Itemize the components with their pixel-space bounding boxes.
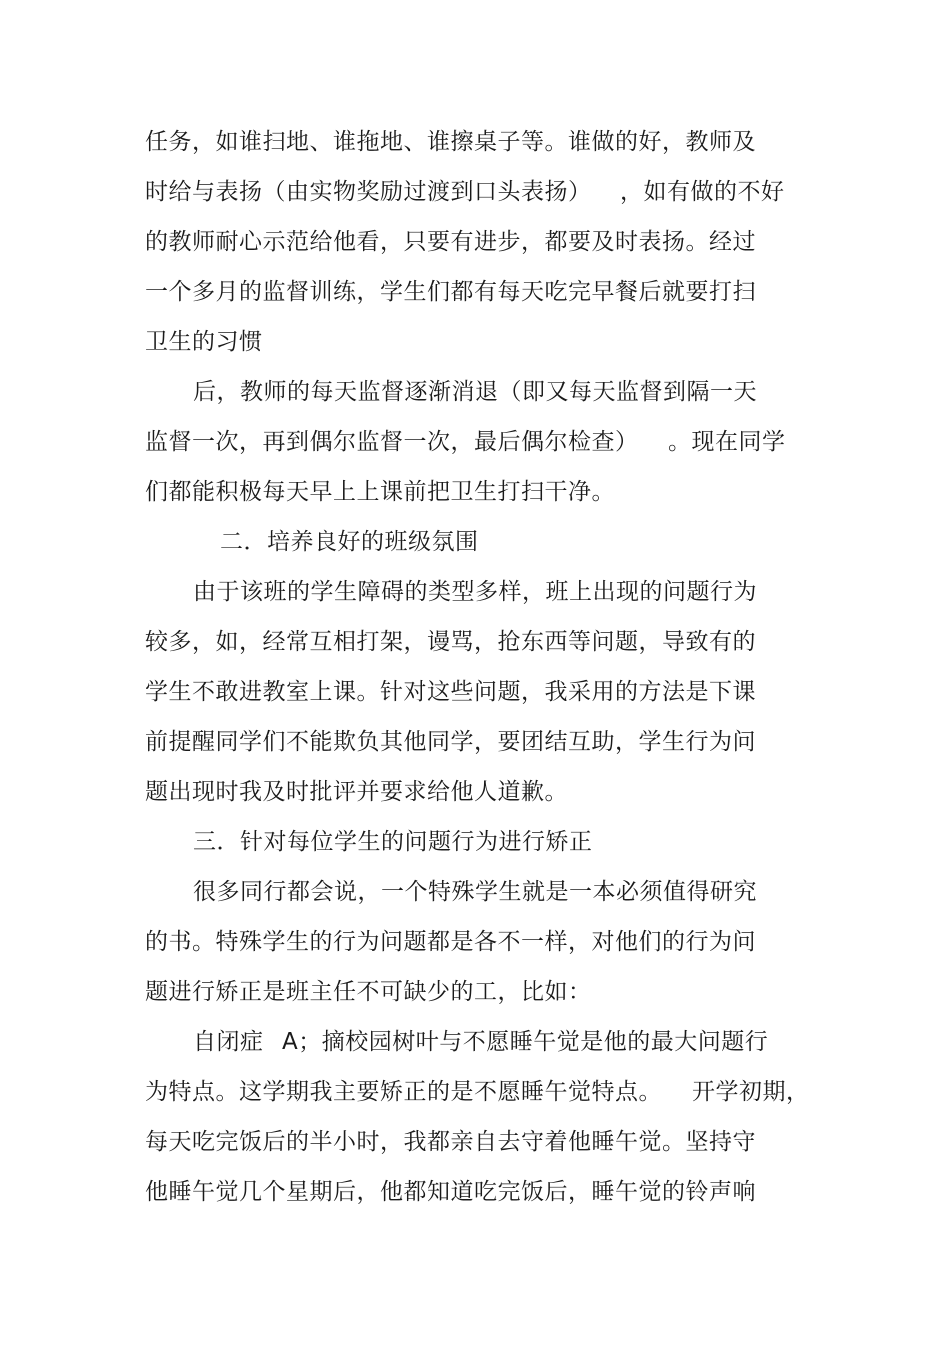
- text-line: 监督一次，再到偶尔监督一次，最后偶尔检查）: [145, 429, 639, 455]
- text-line: 很多同行都会说，一个特殊学生就是一本必须值得研究: [193, 879, 757, 905]
- text-line: 学生不敢进教室上课。针对这些问题，我采用的方法是下课: [145, 679, 756, 705]
- text-line: 的书。特殊学生的行为问题都是各不一样，对他们的行为问: [145, 929, 756, 955]
- text-line: 一个多月的监督训练，学生们都有每天吃完早餐后就要打扫: [145, 279, 756, 305]
- text-line: 开学初期，: [692, 1079, 810, 1105]
- text-line: ，如有做的不好: [620, 179, 785, 205]
- text-line: 的教师耐心示范给他看，只要有进步，都要及时表扬。经过: [145, 229, 756, 255]
- section-heading: 三．针对每位学生的问题行为进行矫正: [193, 829, 593, 855]
- text-line: 任务，如谁扫地、谁拖地、谁擦桌子等。谁做的好，教师及: [145, 129, 756, 155]
- text-line: 每天吃完饭后的半小时，我都亲自去守着他睡午觉。坚持守: [145, 1129, 756, 1155]
- text-line: 题出现时我及时批评并要求给他人道歉。: [145, 779, 568, 805]
- text-line: 题进行矫正是班主任不可缺少的工，比如：: [145, 979, 592, 1005]
- text-line: 自闭症: [193, 1029, 264, 1055]
- text-line: 后，教师的每天监督逐渐消退（即又每天监督到隔一天: [193, 379, 757, 405]
- text-line: 由于该班的学生障碍的类型多样，班上出现的问题行为: [193, 579, 757, 605]
- text-line: 较多，如，经常互相打架，谩骂，抢东西等问题，导致有的: [145, 629, 756, 655]
- text-line: 为特点。这学期我主要矫正的是不愿睡午觉特点。: [145, 1079, 662, 1105]
- section-heading: 二．培养良好的班级氛围: [220, 529, 479, 555]
- text-line: 们都能积极每天早上上课前把卫生打扫干净。: [145, 479, 615, 505]
- text-line: 时给与表扬（由实物奖励过渡到口头表扬）: [145, 179, 592, 205]
- text-line: 。现在同学: [668, 429, 786, 455]
- text-line: 前提醒同学们不能欺负其他同学，要团结互助，学生行为问: [145, 729, 756, 755]
- text-line: A；摘校园树叶与不愿睡午觉是他的最大问题行: [282, 1029, 769, 1055]
- text-line: 卫生的习惯: [145, 329, 263, 355]
- text-line: 他睡午觉几个星期后，他都知道吃完饭后，睡午觉的铃声响: [145, 1179, 756, 1205]
